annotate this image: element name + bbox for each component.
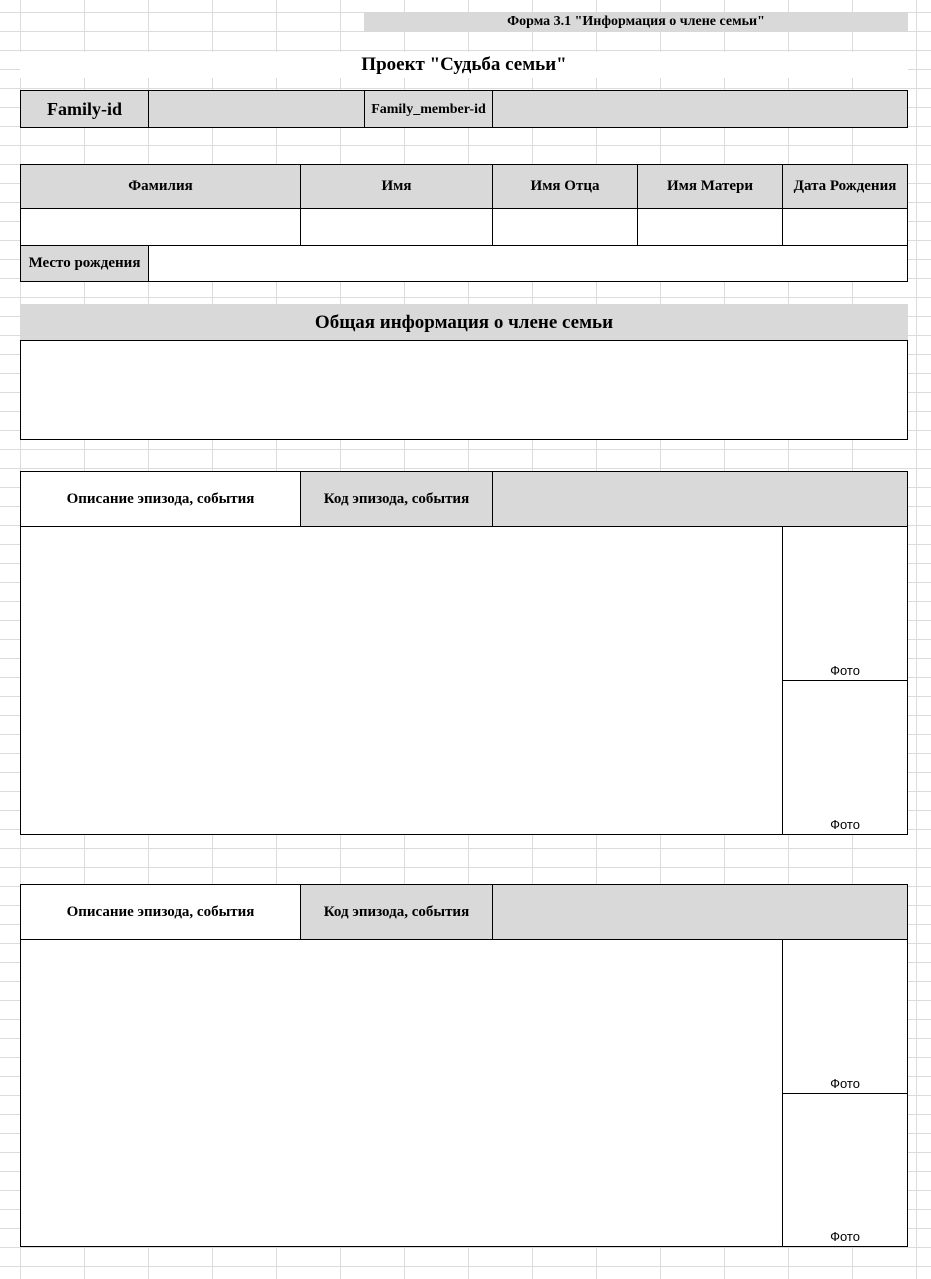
photo-label: Фото	[830, 1229, 860, 1244]
episode-2-code-field[interactable]	[492, 884, 908, 940]
episode-2-code-label: Код эпизода, события	[300, 884, 493, 940]
family-member-id-label: Family_member-id	[364, 90, 493, 128]
birth-date-field[interactable]	[782, 208, 908, 246]
header-father-name: Имя Отца	[492, 164, 638, 209]
birthplace-label: Место рождения	[20, 245, 149, 282]
photo-label: Фото	[830, 1076, 860, 1091]
family-id-value[interactable]	[148, 90, 365, 128]
episode-2-photo-1[interactable]	[782, 939, 908, 1094]
general-info-title: Общая информация о члене семьи	[20, 304, 908, 341]
header-birth-date: Дата Рождения	[782, 164, 908, 209]
name-field[interactable]	[300, 208, 493, 246]
birthplace-field[interactable]	[148, 245, 908, 282]
episode-2-description-label: Описание эпизода, события	[20, 884, 301, 940]
photo-label: Фото	[830, 663, 860, 678]
episode-2-description-field[interactable]	[20, 939, 783, 1247]
form-label	[364, 12, 908, 32]
episode-1-code-field[interactable]	[492, 471, 908, 527]
mother-name-field[interactable]	[637, 208, 783, 246]
general-info-field[interactable]	[20, 340, 908, 440]
project-title-text: Проект "Судьба семьи"	[361, 54, 567, 75]
episode-1-code-label: Код эпизода, события	[300, 471, 493, 527]
episode-1-photo-2[interactable]	[782, 680, 908, 835]
header-mother-name: Имя Матери	[637, 164, 783, 209]
episode-1-description-label: Описание эпизода, события	[20, 471, 301, 527]
family-id-label: Family-id	[20, 90, 149, 128]
surname-field[interactable]	[20, 208, 301, 246]
episode-1-description-field[interactable]	[20, 526, 783, 835]
form-label-text: Форма 3.1 "Информация о члене семьи"	[507, 14, 765, 29]
photo-label: Фото	[830, 817, 860, 832]
header-name: Имя	[300, 164, 493, 209]
project-title	[20, 52, 908, 78]
father-name-field[interactable]	[492, 208, 638, 246]
header-surname: Фамилия	[20, 164, 301, 209]
episode-1-photo-1[interactable]	[782, 526, 908, 681]
episode-2-photo-2[interactable]	[782, 1093, 908, 1247]
family-member-id-value[interactable]	[492, 90, 908, 128]
